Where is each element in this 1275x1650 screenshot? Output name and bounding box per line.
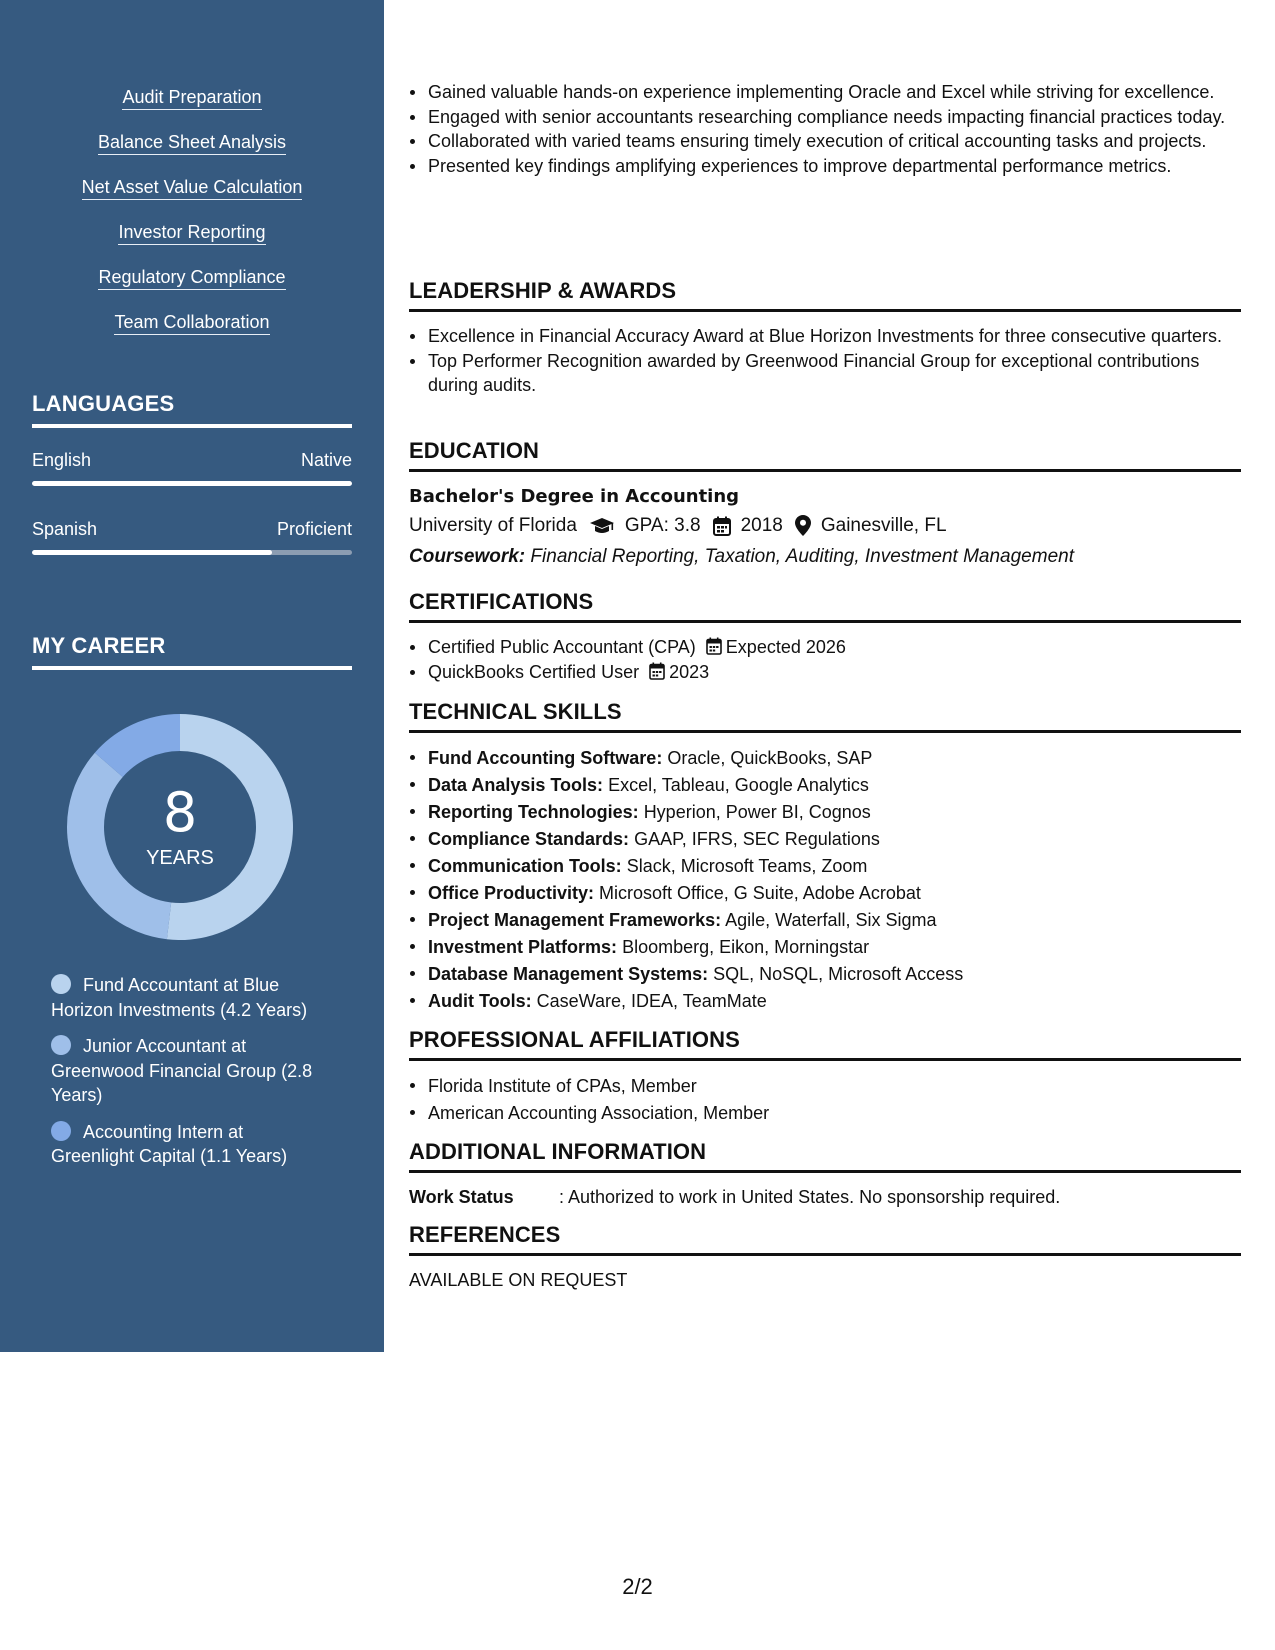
skill-values: Bloomberg, Eikon, Morningstar <box>622 937 870 957</box>
career-legend-label: Accounting Intern at Greenlight Capital (1.1 Years) <box>51 1121 288 1166</box>
skill-tag: Investor Reporting <box>118 221 265 245</box>
additional-info-section <box>409 1139 1241 1209</box>
skill-values: CaseWare, IDEA, TeamMate <box>536 991 767 1011</box>
skill-category: Compliance Standards: <box>428 829 630 849</box>
skill-category: Office Productivity: <box>428 883 595 903</box>
leadership-section <box>409 278 1241 398</box>
section-heading: ADDITIONAL INFORMATION <box>409 1139 1241 1173</box>
skill-values: Microsoft Office, G Suite, Adobe Acrobat <box>599 883 921 903</box>
skill-tag: Balance Sheet Analysis <box>98 131 286 155</box>
career-legend <box>51 973 331 1181</box>
language-level: Proficient <box>276 519 352 539</box>
school-name: University of Florida <box>409 515 577 536</box>
technical-skill-item <box>409 880 1241 907</box>
career-legend-label: Fund Accountant at Blue Horizon Investments (4.2 Years) <box>51 975 308 1020</box>
certification-name: Certified Public Accountant (CPA) <box>428 637 696 657</box>
technical-skill-item <box>409 772 1241 799</box>
career-years-unit: YEARS <box>146 847 214 869</box>
certification-name: QuickBooks Certified User <box>428 661 640 682</box>
language-proficiency-fill <box>32 481 352 486</box>
certification-date: Expected 2026 <box>725 637 846 657</box>
section-heading: CERTIFICATIONS <box>409 589 1241 623</box>
skill-category: Communication Tools: <box>428 856 622 876</box>
career-legend-item <box>51 1034 331 1108</box>
experience-bullets <box>409 80 1241 178</box>
career-legend-label: Junior Accountant at Greenwood Financial Group (2.8 Years) <box>51 1036 313 1105</box>
technical-skill-item <box>409 745 1241 772</box>
gpa: GPA: 3.8 <box>624 515 701 536</box>
language-name: Spanish <box>32 519 98 539</box>
technical-skill-item <box>409 961 1241 988</box>
calendar-icon <box>713 516 731 536</box>
certification-item <box>409 660 1241 685</box>
page-number: 2/2 <box>622 1574 653 1599</box>
experience-bullet: Gained valuable hands-on experience implementing Oracle and Excel while striving for excellence. <box>409 80 1241 105</box>
career-heading: MY CAREER <box>32 633 352 670</box>
skill-values: SQL, NoSQL, Microsoft Access <box>713 964 964 984</box>
graduation-cap-icon <box>589 517 615 535</box>
career-years-number: 8 <box>162 781 198 844</box>
references-section <box>409 1222 1241 1292</box>
technical-skill-item <box>409 988 1241 1015</box>
calendar-icon <box>649 662 665 680</box>
skill-values: Hyperion, Power BI, Cognos <box>643 802 871 822</box>
skill-tag: Team Collaboration <box>114 311 269 335</box>
references-text: AVAILABLE ON REQUEST <box>409 1270 628 1290</box>
career-legend-item <box>51 973 331 1022</box>
technical-skill-item <box>409 799 1241 826</box>
section-heading: PROFESSIONAL AFFILIATIONS <box>409 1027 1241 1061</box>
language-proficiency-bar <box>32 481 352 486</box>
skill-tag: Regulatory Compliance <box>98 266 285 290</box>
education-section <box>409 438 1241 572</box>
graduation-year: 2018 <box>740 515 783 536</box>
work-status-value: : Authorized to work in United States. No sponsorship required. <box>559 1187 1061 1207</box>
career-donut-chart <box>66 713 294 941</box>
skill-category: Investment Platforms: <box>428 937 618 957</box>
coursework-label: Coursework: <box>409 546 526 567</box>
skill-values: Slack, Microsoft Teams, Zoom <box>626 856 868 876</box>
skill-tag: Audit Preparation <box>122 86 261 110</box>
technical-skill-item <box>409 853 1241 880</box>
experience-bullet: Presented key findings amplifying experiences to improve departmental performance metrics. <box>409 154 1241 179</box>
section-heading: LEADERSHIP & AWARDS <box>409 278 1241 312</box>
career-legend-item <box>51 1120 331 1169</box>
certification-item <box>409 635 1241 660</box>
skill-category: Data Analysis Tools: <box>428 775 604 795</box>
language-proficiency-fill <box>32 550 272 555</box>
work-status-label: Work Status <box>409 1187 514 1207</box>
legend-dot-icon <box>51 1121 71 1141</box>
section-heading: REFERENCES <box>409 1222 1241 1256</box>
skill-category: Audit Tools: <box>428 991 532 1011</box>
section-heading: TECHNICAL SKILLS <box>409 699 1241 733</box>
award-item: Top Performer Recognition awarded by Greenwood Financial Group for exceptional contributions during audits. <box>409 349 1241 398</box>
legend-dot-icon <box>51 974 71 994</box>
section-heading: EDUCATION <box>409 438 1241 472</box>
work-status-row <box>409 1185 1241 1209</box>
languages-heading: LANGUAGES <box>32 391 352 428</box>
technical-skills-section <box>409 699 1241 1015</box>
skill-category: Project Management Frameworks: <box>428 910 722 930</box>
map-pin-icon <box>795 515 811 536</box>
career-donut-center <box>66 713 294 941</box>
affiliation-item: Florida Institute of CPAs, Member <box>409 1073 1241 1100</box>
technical-skill-item <box>409 934 1241 961</box>
degree-title: Bachelor's Degree in Accounting <box>409 486 740 507</box>
skill-category: Database Management Systems: <box>428 964 709 984</box>
language-level: Native <box>300 450 352 470</box>
skill-category: Reporting Technologies: <box>428 802 639 822</box>
language-name: English <box>32 450 92 470</box>
legend-dot-icon <box>51 1035 71 1055</box>
skills-list <box>0 86 384 356</box>
skill-tag: Net Asset Value Calculation <box>82 176 303 200</box>
calendar-icon <box>706 637 722 655</box>
sidebar <box>0 0 384 1352</box>
certifications-section <box>409 589 1241 684</box>
language-english <box>32 449 352 486</box>
affiliation-item: American Accounting Association, Member <box>409 1100 1241 1127</box>
education-details <box>409 510 1241 541</box>
coursework-list: Financial Reporting, Taxation, Auditing, Investment Management <box>530 546 1074 567</box>
school-location: Gainesville, FL <box>820 515 947 536</box>
technical-skill-item <box>409 907 1241 934</box>
experience-bullet: Collaborated with varied teams ensuring timely execution of critical accounting tasks and projects. <box>409 129 1241 154</box>
skill-values: Excel, Tableau, Google Analytics <box>608 775 869 795</box>
award-item: Excellence in Financial Accuracy Award at Blue Horizon Investments for three consecutive quarters. <box>409 324 1241 349</box>
skill-values: Oracle, QuickBooks, SAP <box>667 748 873 768</box>
skill-values: GAAP, IFRS, SEC Regulations <box>634 829 880 849</box>
experience-bullet: Engaged with senior accountants researching compliance needs impacting financial practices today. <box>409 105 1241 130</box>
language-spanish <box>32 518 352 555</box>
skill-values: Agile, Waterfall, Six Sigma <box>725 910 937 930</box>
affiliations-section <box>409 1027 1241 1127</box>
technical-skill-item <box>409 826 1241 853</box>
coursework-line <box>409 541 1241 572</box>
skill-category: Fund Accounting Software: <box>428 748 663 768</box>
language-proficiency-bar <box>32 550 352 555</box>
certification-date: 2023 <box>669 661 710 682</box>
